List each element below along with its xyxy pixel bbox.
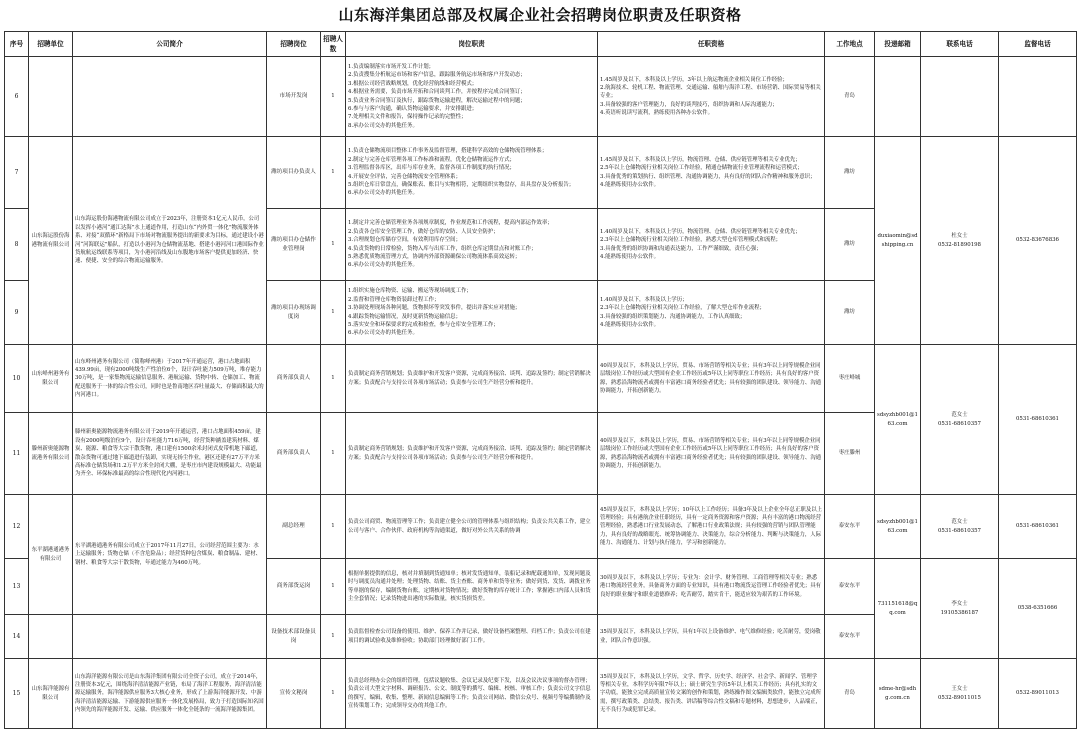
hire-count: 1: [321, 57, 346, 137]
hire-count: 1: [321, 345, 346, 413]
row-number: 9: [5, 281, 29, 345]
header-cell: 任职资格: [598, 32, 825, 57]
company-intro: 山东海洋能源有限公司是山东海洋集团有限公司全资子公司，成立于2014年，注册资本3亿元，围绕海洋清洁能源产业链，布局了海洋工程服务，海洋清洁能源运输服务，海洋能源供应服务3大核心业务，形成了上游海洋能源开发、中游海洋清洁能源运输、下游能源供应服务一体化发展格局，致力于打造国际知名国内领先的海洋能源开发、运输、供应服务一体化全链条的一流海洋能源集团。: [73, 659, 267, 729]
job-qualifications: 45周岁及以下，本科及以上学历；10年以上工作经历；具备3年及以上企业全年总正职及以上管理经验；具有港航企业任职经历，具有一定商务资源和客户资源；具有丰富的港口物流经营管理经验，熟悉港口行业发展动态，了解港口行业政策法规；具有较强的营销与团队管理能力，具有良好的战略眼光、统筹协调能力、决策能力，综合分析能力、判断与决策能力，人际能力、沟通能力、计划与执行能力，学习和创新能力。: [598, 495, 825, 559]
position-name: 宣传文秘岗: [267, 659, 321, 729]
job-qualifications: 35周岁及以下，本科及以上学历，文学、哲学、历史学、经济学、社会学、新闻学、管理学等相关专业，本科学历年限7年以上；硕士研究生学历5年以上相关工作经历；具有扎实的文字功底，能独立完成高质量宣传文案的创作和策划，熟练操作图文编辑类软件，能独立完成所需，撰写政策类、总结类、报告类、讲话稿等综合性文稿和专题材料，思想进步，人品端正，无不良行为或犯罪记录。: [598, 659, 825, 729]
row-number: 12: [5, 495, 29, 559]
supervise-phone: 0531-68610361: [999, 345, 1077, 495]
hire-count: 1: [321, 413, 346, 495]
row-number: 7: [5, 137, 29, 209]
company-intro: 山东峄州港务有限公司（简称峄州港）于2017年开通运营，港口占地面积439.99亩，现有2000吨级生产性泊位6个，设计吞吐能力509万吨，堆存能力30万吨，是一家集物流运输信息服务、港航运输、货物中转、仓储加工、物流配送服务于一体的综合性公司，同时也是鲁南地区吞吐量最大、存储面积最大的内河港口。: [73, 345, 267, 413]
hire-count: 1: [321, 209, 346, 281]
company-intro: [73, 615, 267, 659]
work-location: 青岛: [825, 659, 875, 729]
table-row: [5, 345, 1077, 413]
work-location: 枣庄峄城: [825, 345, 875, 413]
position-name: 潍坊项目办仓储作业管理岗: [267, 209, 321, 281]
company-name: 山东峄州港务有限公司: [29, 345, 73, 413]
company-intro: [73, 57, 267, 137]
position-name: 副总经理: [267, 495, 321, 559]
hire-count: 1: [321, 495, 346, 559]
work-location: 潍坊: [825, 209, 875, 281]
row-number: 11: [5, 413, 29, 495]
table-row: [5, 137, 1077, 209]
email: [875, 57, 921, 137]
job-qualifications: 40周岁及以下，本科及以上学历，贸易、市场营销等相关专业；具有3年以上同等规模企业同层级岗位工作经历或大型国有企业工作经历或5年以上同等职位工作经历；具有良好的客户资源，熟悉沿海物流者或拥有丰富港口商务经验者优先；具有较强的团队建设、领导能力、沟通协调能力，开拓创新能力。: [598, 345, 825, 413]
hire-count: 1: [321, 281, 346, 345]
row-number: 15: [5, 659, 29, 729]
work-location: 泰安东平: [825, 615, 875, 659]
table-row: [5, 495, 1077, 559]
job-qualifications: 1.40周岁及以下，本科及以上学历，物流管理、仓储、供应链管理等相关专业优先； 2.3年以上仓储物流行业相关岗位工作经验，熟悉大型仓库管理模式和流程； 3.具备优秀的组织协调和沟通表达能力，工作严谨细致，责任心强； 4.能熟练使用办公软件。: [598, 209, 825, 281]
job-duties: 1.组织实施仓库物资、运输、搬运等现场调度工作； 2.监督和管理仓库物资装卸过程工作； 3.协调处理现场各种问题，货物损坏等突发事件，提出并落实应对措施； 4.跟踪货物运输情况，及时更新货物运输信息； 5.落实安全和环保要求的完成和检查，参与仓库安全管理工作； 6.承办公司交办的其他任务。: [346, 281, 598, 345]
position-name: 商务部负责人: [267, 345, 321, 413]
header-cell: 投递邮箱: [875, 32, 921, 57]
company-name: [29, 615, 73, 659]
hire-count: 1: [321, 615, 346, 659]
work-location: 青岛: [825, 57, 875, 137]
header-cell: 岗位职责: [346, 32, 598, 57]
job-qualifications: 35周岁及以下，本科及以上学历，具有1年以上设备维护、电气维修经验；吃苦耐劳，爱岗敬业，团队合作意识强。: [598, 615, 825, 659]
contact-phone: 杜女士 0532-81890198: [921, 137, 999, 345]
job-duties: 负责制定商务营销规划；负责维护和开发客户资源，完成商务接洽、谈判、追踪及签约；制定营销解决方案；负责配合与支持公司各项市场活动；负责参与公司生产经营分析和提升。: [346, 345, 598, 413]
row-number: 6: [5, 57, 29, 137]
job-duties: 1.制定并完善仓储管理业务各项规章制度，作业规范和工作流程，提高内部运作效率； 2.负责各仓库安全管理工作，做好仓库的安防、人员安全防护； 3.合理规划仓库储存空间，有效利用库存空间； 4.负责货物的日常检验，货物入库与出库工作，组织仓库定期盘点和对账工作； 5.熟悉优质物流管理方式，协调内外部资源确保公司物流体系高效运转； 6.承办公司交办的其他任务。: [346, 209, 598, 281]
work-location: 潍坊: [825, 281, 875, 345]
header-cell: 公司简介: [73, 32, 267, 57]
position-name: 商务部负责人: [267, 413, 321, 495]
header-row: [5, 32, 1077, 57]
position-name: 潍坊项目办现场调度岗: [267, 281, 321, 345]
contact-phone: 李女士 19105386187: [921, 559, 999, 659]
job-duties: 1.负责仓储物流项目整体工作事务及监督管理，搭建科学高效的仓储物流管理体系； 2.制定与完善仓库管理各项工作标准和流程，优化仓储物流运作方式； 3.管理监督各库区，出库与库存业务，监督各项工作制度的执行情况； 4.开展安全评估，完善仓储物流安全管理体系； 5.组织仓库日常盘点，确保账表、账目与实物相符，定期组织实物盘存，出具盘存及分析报告； 6.承办公司交办的其他任务。: [346, 137, 598, 209]
hire-count: 1: [321, 137, 346, 209]
job-duties: 负责监督检查公司设备的使用、维护、保养工作并记录，做好设备档案整理、归档工作；负责公司在建项目的调试验收及维修验收；协助部门经理做好部门工作。: [346, 615, 598, 659]
job-qualifications: 1.40周岁及以下，本科及以上学历； 2.3年以上仓储物流行业相关岗位工作经验，了解大型仓库作业流程； 3.具备较强的组织策划能力、沟通协调能力，工作认真细致； 4.能熟练使用办公软件。: [598, 281, 825, 345]
header-cell: 招聘人数: [321, 32, 346, 57]
supervise-phone: 0531-68610361: [999, 495, 1077, 559]
header-cell: 招聘岗位: [267, 32, 321, 57]
work-location: 泰安东平: [825, 559, 875, 615]
job-duties: 负责公司商贸、物流管理等工作；负责建立健全公司的管理体系与组织结构；负责公共关系工作，建立公司与客户、合作伙伴、政府机构等沟通渠道，做好对外公共关系的协调: [346, 495, 598, 559]
header-cell: 序号: [5, 32, 29, 57]
job-duties: 负责总经理办公会的组织管理，包括议题收集、会议记录及纪要下发，以及会议决议事项的督办管理；负责公司大型文字材料、调研报告、公文、制度等的撰写、编辑、校核、审核工作；负责公司文字信息的撰写，编辑，收集、整理、新闻信息编辑等工作；负责公司网站、微信公众号、视频号等编撰制作及宣传策划工作；完成领导交办的其他工作。: [346, 659, 598, 729]
header-cell: 联系电话: [921, 32, 999, 57]
job-duties: 根据单据提供的信息，核对并填制到货通知单；核对发货通知单，装船记录和配载通知单，发现问题及时与调度员沟通并处理；处理货物、结账、货主查账、商务单和货等业务；做好到货、发货、调拨业务等单据的保存，编制货物台账，定期核对货物情况；做好货物的库存统计工作；掌握港口内部人员和货主全套情况；记录货物进出港的实际数量，核实货损货差。: [346, 559, 598, 615]
email: sdsyzhb001@163.com: [875, 345, 921, 495]
company-name: 山东海运股份海港物流有限公司: [29, 137, 73, 345]
hire-count: 1: [321, 559, 346, 615]
header-cell: 招聘单位: [29, 32, 73, 57]
position-name: 商务部货运岗: [267, 559, 321, 615]
contact-phone: [921, 57, 999, 137]
email: sdsyzhb001@163.com: [875, 495, 921, 559]
company-name: 滕州新奥能源物流港务有限公司: [29, 413, 73, 495]
row-number: 13: [5, 559, 29, 615]
table-row: [5, 57, 1077, 137]
job-qualifications: 1.45周岁及以下，本科及以上学历，3年以上航运物流企业相关岗位工作经验； 2.航海技术、轮机工程、物流管理、交通运输、船舶与海洋工程、市场营销、国际贸易等相关专业； 3.具备较强的客户管理能力，良好的谈判技巧，组织协调和人际沟通能力； 4.英语听说读写流利，熟练使用各种办公软件。: [598, 57, 825, 137]
email: sdme-hr@sdhg.com.cn: [875, 659, 921, 729]
position-name: 潍坊项目办负责人: [267, 137, 321, 209]
page-title: 山东海洋集团总部及权属企业社会招聘岗位职责及任职资格: [338, 6, 742, 24]
job-duties: 负责制定商务营销规划；负责维护和开发客户资源，完成商务接洽、谈判、追踪及签约；制定营销解决方案；负责配合与支持公司各项市场活动；负责参与公司生产经营分析和提升。: [346, 413, 598, 495]
position-name: 市场开发岗: [267, 57, 321, 137]
job-qualifications: 30周岁及以下，本科及以上学历；专业为：会计学、财务管理、工商管理等相关专业；熟悉港口物流经营业务，具备商务方面的专业知识，具有港口物流货运管理工作经验者优先；具有良好的职业操守和职业道德修养；吃苦耐劳，踏实肯干，能适应较为艰苦的工作环境。: [598, 559, 825, 615]
work-location: 枣庄滕州: [825, 413, 875, 495]
hire-count: 1: [321, 659, 346, 729]
contact-phone: 王女士 0532-89011015: [921, 659, 999, 729]
work-location: 泰安东平: [825, 495, 875, 559]
row-number: 8: [5, 209, 29, 281]
header-cell: 工作地点: [825, 32, 875, 57]
work-location: 潍坊: [825, 137, 875, 209]
company-name: 山东海洋能源有限公司: [29, 659, 73, 729]
job-duties: 1.负责编制落实市场开发工作计划； 2.负责搜集分析航运市场和客户信息，跟踪服务航运市场和客户开发动态； 3.根据公司经营战略规划，优化经营航线和经营模式； 4.根据业务需要，负责市场开拓和合同谈判工作，并按程序完成合同签订； 5.负责业务合同签订及执行，跟踪货物运输进程，解决运输过程中的问题； 6.参与与客户沟通，确认货物运输要求，并安排跟进； 7.处理相关文件和报告，保持操作记录的完整性； 8.承办公司交办的其他任务。: [346, 57, 598, 137]
company-name: 东平湖港通港务有限公司: [29, 495, 73, 615]
company-intro: 山东海运股份海港物流有限公司成立于2023年，注册资本1亿元人民币，公司以发挥小港河“通江达海”水上通道作用，打造山东“内外贸一体化”物流服务体系、对接“双循环”新格局下市场对物流服务提出的新要求为目标，通过建设小港河“河海联运”船队，打造以小港河为仓储物流基地、搭建小港河河口港国际作业货航航运线联系等项目，为小港河沿线及山东腹地市场客户提供更加经济、快速、便捷、安全的综合物流运输服务。: [73, 137, 267, 345]
job-qualifications: 1.45周岁及以下，本科及以上学历，物流管理、仓储、供应链管理等相关专业优先； 2.5年以上仓储物流行业相关岗位工作经验，精通仓储物流行业管理流程和运营模式； 3.具备优秀的策划执行、组织管理、沟通协调能力，具有良好的团队合作精神和服务意识； 4.能熟练使用办公软件。: [598, 137, 825, 209]
row-number: 14: [5, 615, 29, 659]
company-intro: 滕州新奥能源物流港务有限公司于2019年开通运营，港口占地面积459亩，建设有2000吨级泊位9个，设计吞吐能力716万吨，经营货种涵盖建筑材料、煤炭、能源、粮食等大宗干散货物，港口建有1500余米封闭式皮带机地下廊道，散杂货物可通过地下廊道进行装卸，实现无扬尘作业，港区还建有27万平方米高标准仓储货场和1.2万平方米全封闭大棚，是枣庄市内建设规模最大、功能最为齐全、环保标准最高的综合性现代化内河港口。: [73, 413, 267, 495]
supervise-phone: 0538-6351666: [999, 559, 1077, 659]
supervise-phone: 0532-89011013: [999, 659, 1077, 729]
recruitment-table: [4, 31, 1077, 729]
header-cell: 监督电话: [999, 32, 1077, 57]
table-row: [5, 659, 1077, 729]
contact-phone: 范女士 0531-68610357: [921, 495, 999, 559]
supervise-phone: 0532-83676836: [999, 137, 1077, 345]
company-name: [29, 57, 73, 137]
contact-phone: 范女士 0531-68610357: [921, 345, 999, 495]
row-number: 10: [5, 345, 29, 413]
email: duxiaomin@sdshipping.cn: [875, 137, 921, 345]
email: 731151618@qq.com: [875, 559, 921, 659]
position-name: 设备技术部设备员岗: [267, 615, 321, 659]
company-intro: 东平湖港通港务有限公司成立于2017年11月27日，公司经营范围主要为：水上运输服务；货物仓储（不含危险品）；经营货种包含煤炭、粮食制品、建材、钢材、粮食等大宗干散货物，年通过能力为460万吨。: [73, 495, 267, 615]
job-qualifications: 40周岁及以下，本科及以上学历，贸易、市场营销等相关专业；具有3年以上同等规模企业同层级岗位工作经历或大型国有企业工作经历或5年以上同等职位工作经历；具有良好的客户资源，熟悉沿海物流者或拥有丰富港口商务经验者优先；具有较强的团队建设、领导能力、沟通协调能力，开拓创新能力。: [598, 413, 825, 495]
supervise-phone: [999, 57, 1077, 137]
